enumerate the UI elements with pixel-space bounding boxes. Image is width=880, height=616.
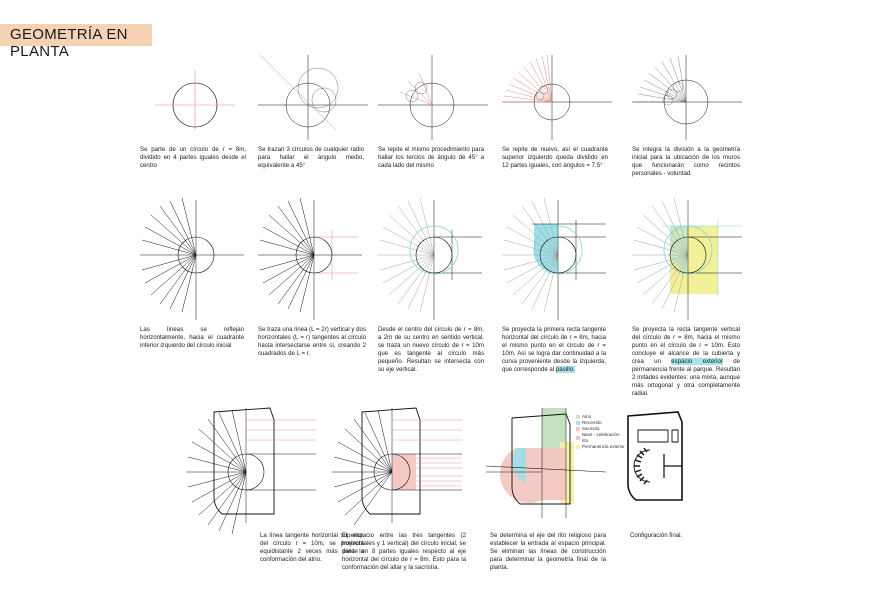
step-7-diagram [258,200,378,320]
step-5-diagram [632,50,752,130]
step-14-caption: Configuración final. [630,532,683,539]
step-12-diagram [332,408,472,523]
step-6-panel [140,200,260,370]
step-13-legend [576,414,626,450]
step-11-panel [186,408,364,608]
step-1-caption: Se parte de un círculo de r = 8m, dividido en 4 partes iguales desde el centro [140,146,246,169]
step-13-panel [486,408,626,608]
step-13-caption: Se determina el eje del rito religioso para establecer la entrada al espacio principal. Se eliminan las líneas de construcción para determinar la geometría final de la planta. [490,532,606,571]
step-6-diagram [140,200,260,320]
step-1-diagram [140,50,260,130]
step-9-caption-highlight: pasillo. [555,366,575,373]
legend-swatch-nave [576,436,580,440]
step-11-caption: La línea tangente horizontal superior, del círculo r = 10m, se proyecta equidistante 2 veces más para la conformación del atrio. [260,532,364,563]
legend-item-nave [576,432,626,444]
step-10-diagram [632,200,752,320]
step-4-caption: Se repite de nuevo, así el cuadrante superior izquierdo queda dividido en 12 partes iguales, con ángulos = 7.5° [502,146,608,169]
step-10-caption-text: Se proyecta la recta tangente vertical del círculo de r = 8m, hacia el mismo punto en el círculo de r = 10m. Esto concluye el alcance de la cubierta y crea un [632,326,740,365]
legend-label-sacristia: Sacristía [582,426,600,431]
legend-swatch-permanencia [576,445,580,449]
legend-swatch-sacristia [576,427,580,431]
step-7-panel [258,200,378,370]
step-8-panel [378,200,498,373]
title-bar [0,24,152,60]
step-2-diagram [258,50,378,130]
legend-label-recorrido: Recorrido [582,420,602,425]
legend-swatch-recorrido [576,421,580,425]
step-3-caption: Se repite el mismo procedimiento para hallar los tercios de ángulo de 45° a cada lado del mismo [378,146,484,169]
step-5-caption: Se integra la división a la geometría inicial para la ubicación de los muros que funcionarán como recintos personales - voluntad. [632,146,740,177]
step-10-caption-highlight: espacio exterior [671,358,723,365]
step-10-panel [632,200,752,397]
legend-label-permanencia: Permanencia exterior [582,444,625,449]
step-8-diagram [378,200,498,320]
step-14-diagram [624,408,694,508]
step-9-caption-text: Se proyecta la primera recta tangente horizontal del círculo de r = 8m, hacia el mismo punto en el círculo de r = 10m. Así se logra dar continuidad a la curva proveniente desde la izquierda, que corresponde al [502,326,606,373]
step-10-caption [632,326,740,398]
legend-label-atrio: Atrio [582,414,592,419]
step-10-caption-text-after: de permanencia frente al parque. Resultan 2 mitades evidentes: una mixta, aunque más ortogonal y otra completamente radial. [632,358,740,397]
page-title: GEOMETRÍA EN PLANTA [10,26,128,60]
step-11-diagram [186,408,326,523]
legend-label-nave: Nave - celebración rito [581,432,620,443]
step-4-diagram [502,50,622,130]
step-6-caption: Las líneas se reflejan horizontalmente, hacia el cuadrante inferior izquierdo del círculo inicial [140,326,244,349]
step-3-diagram [378,50,498,130]
step-12-panel [332,408,472,608]
step-14-panel [624,408,714,608]
step-7-caption: Se traza una línea (L = 2r) vertical y dos horizontales (L = r) tangentes al círculo hasta intersectarse entre sí, creando 2 cuadrados de L = r. [258,326,366,357]
step-2-caption: Se trazan 3 círculos de cualquier radio para hallar el ángulo medio, equivalente a 45° [258,146,364,169]
step-12-caption: El espacio entre las tres tangentes (2 horizontales y 1 vertical) del círculo inicial, se divide en 8 partes iguales respecto al eje horizontal del círculo de r = 8m. Esto para la conformación del altar y la sacristía. [342,532,466,571]
step-9-caption [502,326,606,374]
legend-swatch-atrio [576,415,580,419]
step-9-panel [502,200,622,373]
step-9-diagram [502,200,622,320]
legend-item-permanencia [576,444,626,450]
step-8-caption: Desde el centro del círculo de r = 8m, a 2m de su centro en sentido vertical, se traza un nuevo círculo de r = 10m que es tangente al círculo más pequeño. Resultan se intersecta con su eje vertical. [378,326,484,373]
